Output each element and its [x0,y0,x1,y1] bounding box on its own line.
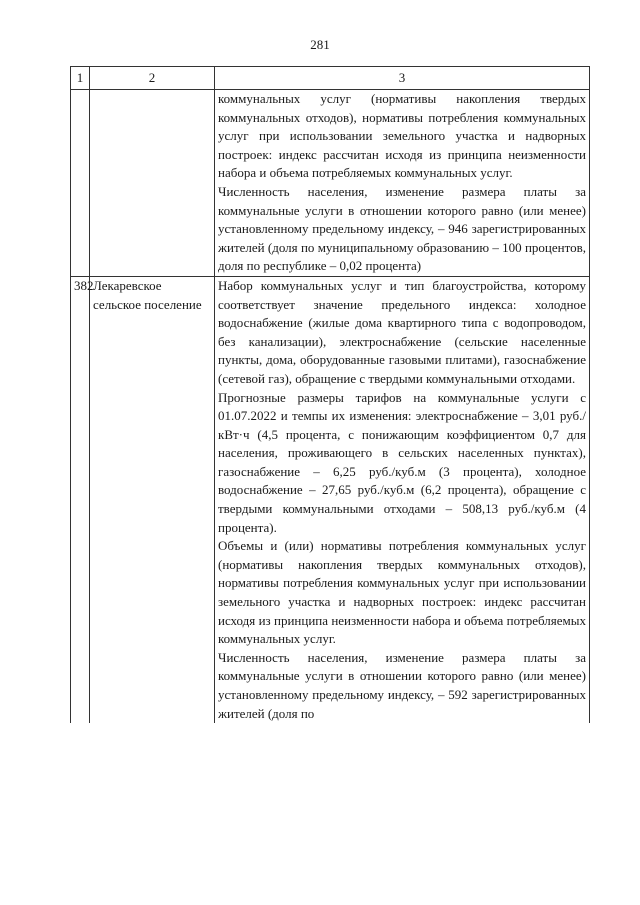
table-row [71,90,590,277]
municipality-name-cell [90,90,215,277]
table-header-row [71,67,590,90]
row-number-cell: 382 [71,276,90,723]
description-paragraph: Численность населения, изменение размера платы за коммунальные услуги в отношении которого равно (или менее) установленному предельному индексу, – 592 зарегистрированных жителей (доля по [218,649,586,721]
column-header-1: 1 [71,67,90,90]
description-paragraph: Прогнозные размеры тарифов на коммунальные услуги с 01.07.2022 и темпы их изменения: электроснабжение – 3,01 руб./кВт·ч (4,5 процента, с понижающим коэффициентом 0,7 для населения, проживающего в сельских населенных пунктах), газоснабжение – 6,25 руб./куб.м (3 процента), холодное водоснабжение – 27,65 руб./куб.м (6,2 процента), обращение с твердыми коммунальными отходами – 508,13 руб./куб.м (4 процента). [218,389,586,535]
column-header-2: 2 [90,67,215,90]
tariff-table [70,66,590,723]
row-number-cell [71,90,90,277]
municipality-name: Лекаревское сельское поселение [93,277,202,312]
municipality-name-cell [90,276,215,723]
description-cell [215,276,590,723]
description-paragraph: Набор коммунальных услуг и тип благоустройства, которому соответствует значение предельного индекса: холодное водоснабжение (жилые дома квартирного типа с водопроводом, без канализации), электроснабжение (сельские населенные пункты, дома, оборудованные газовыми плитами), газоснабжение (сетевой газ), обращение с твердыми коммунальными отходами. [218,277,586,386]
table-row [71,276,590,723]
description-paragraph: коммунальных услуг (нормативы накопления твердых коммунальных отходов), нормативы потребления коммунальных услуг при использовании земельного участка и надворных построек: индекс рассчитан исходя из принципа неизменности набора и объема потребляемых коммунальных услуг. [218,91,586,181]
page-number: 281 [310,37,330,52]
description-paragraph: Объемы и (или) нормативы потребления коммунальных услуг (нормативы накопления твердых коммунальных отходов), нормативы потребления коммунальных услуг при использовании земельного участка и надворных построек: индекс рассчитан исходя из принципа неизменности набора и объема потребляемых коммунальных услуг. [218,538,586,647]
description-cell [215,90,590,277]
description-paragraph: Численность населения, изменение размера платы за коммунальные услуги в отношении которого равно (или менее) установленному предельному индексу, – 946 зарегистрированных жителей (доля по муниципальному образованию – 100 процентов, доля по республике – 0,02 процента) [218,183,586,274]
column-header-3: 3 [215,67,590,90]
